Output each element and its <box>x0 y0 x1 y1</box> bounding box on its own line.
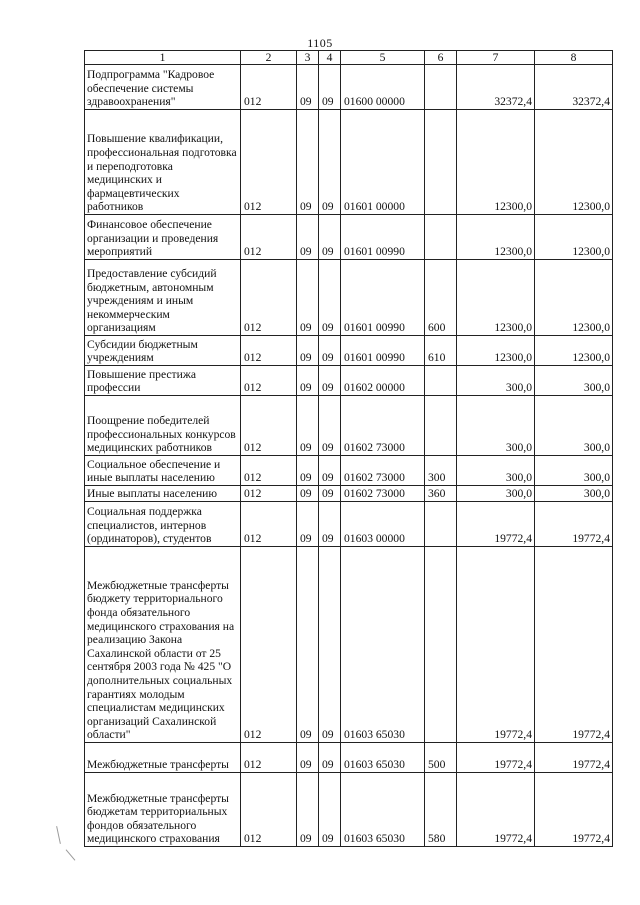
row-ministry-code: 012 <box>241 65 297 110</box>
row-subsection-code: 09 <box>319 773 341 847</box>
header-col-6: 6 <box>425 51 457 65</box>
table-row <box>85 110 613 215</box>
table-row <box>85 773 613 847</box>
row-section-code: 09 <box>297 547 319 743</box>
row-amount-col7: 12300,0 <box>457 215 535 260</box>
row-target-article: 01601 00000 <box>341 110 425 215</box>
row-name: Межбюджетные трансферты бюджетам территориальных фондов обязательного медицинского страхования <box>85 773 241 847</box>
row-amount-col7: 19772,4 <box>457 502 535 547</box>
row-expense-type: 600 <box>425 260 457 336</box>
row-ministry-code: 012 <box>241 260 297 336</box>
row-target-article: 01601 00990 <box>341 215 425 260</box>
table-row <box>85 396 613 456</box>
row-subsection-code: 09 <box>319 502 341 547</box>
row-name: Подпрограмма "Кадровое обеспечение системы здравоохранения" <box>85 65 241 110</box>
row-ministry-code: 012 <box>241 215 297 260</box>
row-section-code: 09 <box>297 366 319 396</box>
row-name: Иные выплаты населению <box>85 486 241 502</box>
row-name: Межбюджетные трансферты бюджету территориального фонда обязательного медицинского страхования на реализацию Закона Сахалинской области от 25 сентября 2003 года № 425 "О дополнительных социальных гарантиях молодым специалистам медицинских организаций Сахалинской области" <box>85 547 241 743</box>
row-name: Социальная поддержка специалистов, интернов (ординаторов), студентов <box>85 502 241 547</box>
row-amount-col7: 19772,4 <box>457 773 535 847</box>
row-expense-type: 500 <box>425 743 457 773</box>
row-target-article: 01603 65030 <box>341 743 425 773</box>
row-subsection-code: 09 <box>319 547 341 743</box>
row-ministry-code: 012 <box>241 456 297 486</box>
row-section-code: 09 <box>297 486 319 502</box>
row-expense-type <box>425 110 457 215</box>
scan-artifact-mark <box>66 849 76 860</box>
row-amount-col7: 300,0 <box>457 396 535 456</box>
row-expense-type <box>425 502 457 547</box>
row-section-code: 09 <box>297 773 319 847</box>
table-row <box>85 65 613 110</box>
row-target-article: 01602 73000 <box>341 396 425 456</box>
row-expense-type <box>425 547 457 743</box>
row-target-article: 01602 00000 <box>341 366 425 396</box>
row-subsection-code: 09 <box>319 260 341 336</box>
row-section-code: 09 <box>297 215 319 260</box>
row-name: Финансовое обеспечение организации и проведения мероприятий <box>85 215 241 260</box>
row-section-code: 09 <box>297 260 319 336</box>
row-target-article: 01603 65030 <box>341 547 425 743</box>
row-ministry-code: 012 <box>241 110 297 215</box>
row-amount-col7: 300,0 <box>457 366 535 396</box>
row-ministry-code: 012 <box>241 743 297 773</box>
row-subsection-code: 09 <box>319 65 341 110</box>
row-amount-col8: 300,0 <box>535 396 613 456</box>
row-target-article: 01602 73000 <box>341 486 425 502</box>
row-section-code: 09 <box>297 502 319 547</box>
row-amount-col8: 19772,4 <box>535 502 613 547</box>
row-amount-col8: 32372,4 <box>535 65 613 110</box>
header-col-1: 1 <box>85 51 241 65</box>
row-expense-type: 580 <box>425 773 457 847</box>
row-amount-col8: 19772,4 <box>535 743 613 773</box>
table-row <box>85 502 613 547</box>
row-amount-col7: 12300,0 <box>457 336 535 366</box>
row-subsection-code: 09 <box>319 336 341 366</box>
row-subsection-code: 09 <box>319 110 341 215</box>
header-col-4: 4 <box>319 51 341 65</box>
row-amount-col8: 19772,4 <box>535 547 613 743</box>
row-expense-type <box>425 366 457 396</box>
table-header-row <box>85 51 613 65</box>
row-section-code: 09 <box>297 456 319 486</box>
row-target-article: 01600 00000 <box>341 65 425 110</box>
table-row <box>85 456 613 486</box>
row-ministry-code: 012 <box>241 547 297 743</box>
row-section-code: 09 <box>297 65 319 110</box>
row-amount-col8: 12300,0 <box>535 215 613 260</box>
row-subsection-code: 09 <box>319 486 341 502</box>
header-col-2: 2 <box>241 51 297 65</box>
row-target-article: 01602 73000 <box>341 456 425 486</box>
row-section-code: 09 <box>297 110 319 215</box>
row-subsection-code: 09 <box>319 215 341 260</box>
row-ministry-code: 012 <box>241 486 297 502</box>
row-expense-type <box>425 65 457 110</box>
row-target-article: 01603 00000 <box>341 502 425 547</box>
row-name: Поощрение победителей профессиональных конкурсов медицинских работников <box>85 396 241 456</box>
header-col-8: 8 <box>535 51 613 65</box>
row-section-code: 09 <box>297 336 319 366</box>
row-name: Предоставление субсидий бюджетным, автономным учреждениям и иным некоммерческим организациям <box>85 260 241 336</box>
table-row <box>85 215 613 260</box>
row-ministry-code: 012 <box>241 502 297 547</box>
row-amount-col7: 12300,0 <box>457 110 535 215</box>
page-number: 1105 <box>307 36 333 50</box>
row-amount-col7: 12300,0 <box>457 260 535 336</box>
row-amount-col8: 12300,0 <box>535 336 613 366</box>
table-row <box>85 486 613 502</box>
table-row <box>85 366 613 396</box>
row-section-code: 09 <box>297 396 319 456</box>
row-amount-col7: 19772,4 <box>457 743 535 773</box>
table-row <box>85 547 613 743</box>
row-amount-col8: 300,0 <box>535 486 613 502</box>
row-target-article: 01601 00990 <box>341 336 425 366</box>
row-ministry-code: 012 <box>241 336 297 366</box>
header-col-5: 5 <box>341 51 425 65</box>
budget-table <box>84 50 613 847</box>
row-amount-col7: 19772,4 <box>457 547 535 743</box>
table-row <box>85 743 613 773</box>
row-name: Социальное обеспечение и иные выплаты населению <box>85 456 241 486</box>
row-section-code: 09 <box>297 743 319 773</box>
row-expense-type: 360 <box>425 486 457 502</box>
row-subsection-code: 09 <box>319 366 341 396</box>
row-expense-type <box>425 396 457 456</box>
row-name: Повышение квалификации, профессиональная подготовка и переподготовка медицинских и фармацевтических работников <box>85 110 241 215</box>
scan-artifact-mark <box>56 826 61 844</box>
row-amount-col8: 300,0 <box>535 456 613 486</box>
row-expense-type: 610 <box>425 336 457 366</box>
row-amount-col8: 12300,0 <box>535 110 613 215</box>
row-target-article: 01603 65030 <box>341 773 425 847</box>
header-col-7: 7 <box>457 51 535 65</box>
row-subsection-code: 09 <box>319 743 341 773</box>
header-col-3: 3 <box>297 51 319 65</box>
row-name: Повышение престижа профессии <box>85 366 241 396</box>
row-ministry-code: 012 <box>241 773 297 847</box>
row-expense-type: 300 <box>425 456 457 486</box>
row-amount-col8: 300,0 <box>535 366 613 396</box>
row-expense-type <box>425 215 457 260</box>
row-subsection-code: 09 <box>319 456 341 486</box>
row-name: Субсидии бюджетным учреждениям <box>85 336 241 366</box>
row-subsection-code: 09 <box>319 396 341 456</box>
row-name: Межбюджетные трансферты <box>85 743 241 773</box>
row-amount-col7: 300,0 <box>457 456 535 486</box>
row-amount-col8: 12300,0 <box>535 260 613 336</box>
row-target-article: 01601 00990 <box>341 260 425 336</box>
row-amount-col7: 300,0 <box>457 486 535 502</box>
table-row <box>85 336 613 366</box>
table-row <box>85 260 613 336</box>
row-ministry-code: 012 <box>241 366 297 396</box>
row-ministry-code: 012 <box>241 396 297 456</box>
row-amount-col8: 19772,4 <box>535 773 613 847</box>
row-amount-col7: 32372,4 <box>457 65 535 110</box>
